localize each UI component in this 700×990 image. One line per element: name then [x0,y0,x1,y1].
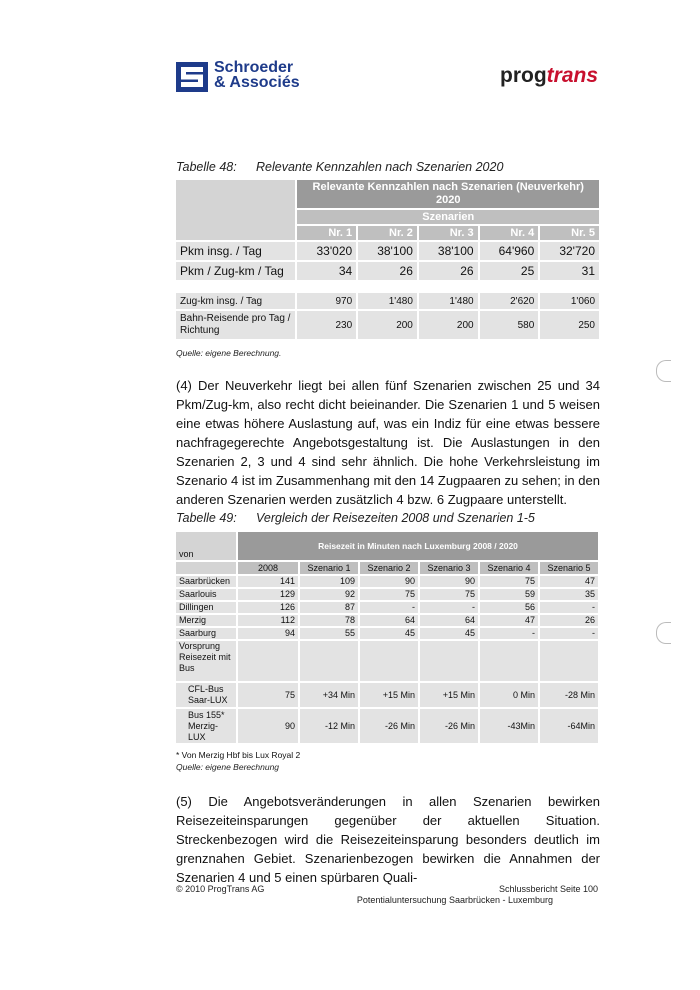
schroeder-logo-icon [176,62,208,92]
row-label: Bahn-Reisende pro Tag / Richtung [176,311,295,339]
row-label: Saarlouis [176,589,236,600]
cell: 32'720 [540,242,599,260]
table48-caption-number: Tabelle 48: [176,160,237,174]
cell: -12 Min [300,709,358,743]
cell: 109 [300,576,358,587]
cell: - [360,602,418,613]
cell: 47 [540,576,598,587]
cell: - [480,628,538,639]
cell [420,641,478,681]
table49-caption [176,511,535,525]
cell [480,641,538,681]
table-row [176,602,598,613]
table48-header-sub: Szenarien [297,210,599,224]
table-row [176,683,598,707]
table48-col-header: Nr. 5 [540,226,599,240]
table49-col-header: Szenario 4 [480,562,538,574]
cell: 1'480 [419,293,478,309]
table-row [176,576,598,587]
table49-col-header: Szenario 3 [420,562,478,574]
cell: 250 [540,311,599,339]
cell: 87 [300,602,358,613]
cell: 112 [238,615,298,626]
cell: 129 [238,589,298,600]
table48-lower [174,291,601,341]
cell: 0 Min [480,683,538,707]
table49 [174,530,600,745]
company-logo-text [214,60,300,90]
table48-caption [176,160,503,174]
progtrans-brand [500,64,598,88]
table48-corner [176,180,295,240]
logo-line-1: Schroeder [214,59,294,76]
cell [238,641,298,681]
brand-suffix: trans [546,64,599,87]
row-label: Pkm insg. / Tag [176,242,295,260]
margin-mark [656,360,671,382]
table49-col-header: Szenario 1 [300,562,358,574]
table-row [176,589,598,600]
table49-col-header: 2008 [238,562,298,574]
table48-col-header: Nr. 3 [419,226,478,240]
footer-copyright: © 2010 ProgTrans AG [176,884,265,894]
cell: 35 [540,589,598,600]
cell: - [540,602,598,613]
cell: 2'620 [480,293,539,309]
cell: 45 [360,628,418,639]
cell [360,641,418,681]
cell: 970 [297,293,356,309]
table49-caption-title: Vergleich der Reisezeiten 2008 und Szenarien 1-5 [256,511,535,525]
logo-line-2: & Associés [214,74,300,91]
table48-source: Quelle: eigene Berechnung. [176,348,282,358]
table49-header-title: Reisezeit in Minuten nach Luxemburg 2008 / 2020 [238,532,598,560]
footer-subtitle: Potentialuntersuchung Saarbrücken - Luxemburg [356,895,553,905]
cell: 75 [480,576,538,587]
cell: 64'960 [480,242,539,260]
cell: 38'100 [419,242,478,260]
vorsprung-label: Vorsprung Reisezeit mit Bus [176,641,236,681]
cell: -64Min [540,709,598,743]
cell: 45 [420,628,478,639]
cell: 580 [480,311,539,339]
table49-col-header: Szenario 2 [360,562,418,574]
brand-prefix: prog [500,64,547,87]
cell: 75 [360,589,418,600]
table48-col-header: Nr. 4 [480,226,539,240]
cell: +34 Min [300,683,358,707]
cell: -43Min [480,709,538,743]
cell: 55 [300,628,358,639]
cell: 75 [238,683,298,707]
cell: 90 [420,576,478,587]
table-row [176,709,598,743]
cell: - [540,628,598,639]
cell: 64 [420,615,478,626]
cell: 200 [358,311,417,339]
cell: 31 [540,262,599,280]
row-label: Saarburg [176,628,236,639]
table48-caption-title: Relevante Kennzahlen nach Szenarien 2020 [256,160,504,174]
row-label: Dillingen [176,602,236,613]
cell: +15 Min [360,683,418,707]
cell: 26 [358,262,417,280]
table49-von-label: von [176,532,236,560]
cell: 59 [480,589,538,600]
cell: 38'100 [358,242,417,260]
cell: 56 [480,602,538,613]
cell: 47 [480,615,538,626]
cell: -26 Min [420,709,478,743]
row-label: Bus 155* Merzig-LUX [176,709,236,743]
cell: 75 [420,589,478,600]
table48-col-header: Nr. 2 [358,226,417,240]
table-row [176,311,599,339]
cell: 200 [419,311,478,339]
cell: -28 Min [540,683,598,707]
cell: 90 [238,709,298,743]
table48-main [174,178,601,282]
cell: 94 [238,628,298,639]
cell: 126 [238,602,298,613]
table-row [176,242,599,260]
cell: 26 [540,615,598,626]
row-label: Zug-km insg. / Tag [176,293,295,309]
table49-caption-number: Tabelle 49: [176,511,237,525]
row-label: Merzig [176,615,236,626]
cell: 230 [297,311,356,339]
table48-header-title: Relevante Kennzahlen nach Szenarien (Neuverkehr) 2020 [297,180,599,208]
cell: 90 [360,576,418,587]
cell: - [420,602,478,613]
footer-report: Schlussbericht Seite 100 [498,884,598,894]
cell: 26 [419,262,478,280]
cell: 34 [297,262,356,280]
cell: +15 Min [420,683,478,707]
cell [300,641,358,681]
table49-col-header: Szenario 5 [540,562,598,574]
cell: 1'480 [358,293,417,309]
cell: 64 [360,615,418,626]
table-row [176,628,598,639]
paragraph-4: (4) Der Neuverkehr liegt bei allen fünf Szenarien zwischen 25 und 34 Pkm/Zug-km, also recht dicht beieinander. Die Szenarien 1 und 5 weisen eine etwas höhere Auslastung auf, was ein Indiz für eine etwas bessere nachfragegerechte Angebotsgestaltung ist. Die Auslastungen in den Szenarien 2, 3 und 4 sind sehr ähnlich. Die hohe Verkehrsleistung im Szenario 4 ist im Zusammenhang mit den 14 Zugpaaren zu sehen; in den anderen Szenarien werden zusätzlich 4 bzw. 6 Zugpaare unterstellt. [176,378,600,507]
table-row [176,262,599,280]
cell: -26 Min [360,709,418,743]
cell: 33'020 [297,242,356,260]
table49-footnote: * Von Merzig Hbf bis Lux Royal 2 [176,750,301,760]
cell: 1'060 [540,293,599,309]
cell: 25 [480,262,539,280]
row-label: Saarbrücken [176,576,236,587]
row-label: CFL-Bus Saar-LUX [176,683,236,707]
paragraph-5: (5) Die Angebotsveränderungen in allen Szenarien bewirken Reisezeiteinsparungen gegenüber der aktuellen Situation. Streckenbezogen wird die Reisezeiteinsparung besonders deutlich im grenznahen Gebiet. Szenarienbezogen bewirken die Annahmen der Szenarien 4 und 5 einen spürbaren Quali- [176,794,600,885]
cell: 141 [238,576,298,587]
table-row [176,615,598,626]
table49-source: Quelle: eigene Berechnung [176,762,280,772]
cell: 92 [300,589,358,600]
cell [540,641,598,681]
table48-col-header: Nr. 1 [297,226,356,240]
table-row [176,293,599,309]
margin-mark [656,622,671,644]
cell: 78 [300,615,358,626]
table49-corner [176,562,236,574]
row-label: Pkm / Zug-km / Tag [176,262,295,280]
